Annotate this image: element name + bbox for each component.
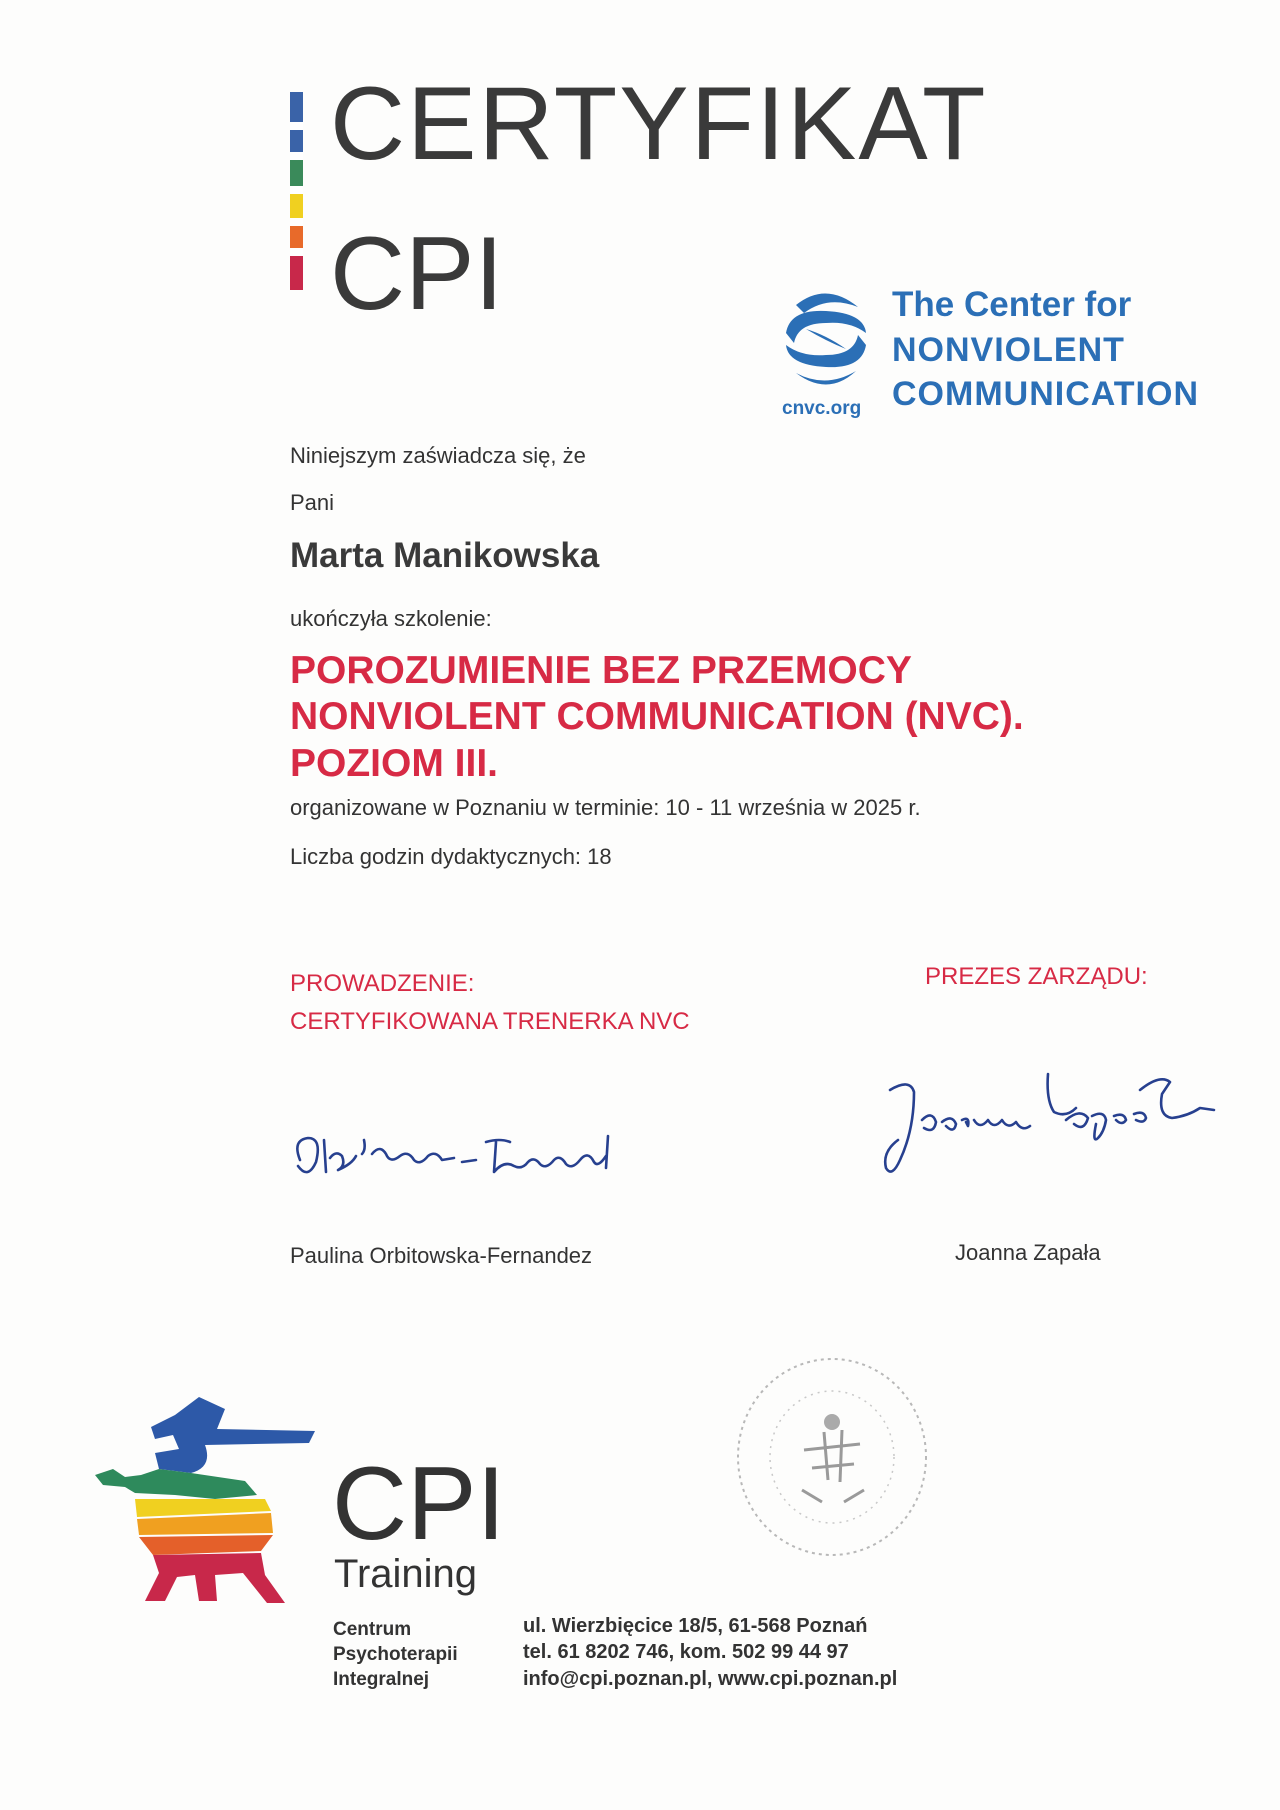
- cpi-logo-text: CPI: [332, 1446, 506, 1562]
- certificate-title: CERTYFIKAT: [330, 66, 988, 182]
- contact-info: [523, 1613, 897, 1692]
- center-line3: Integralnej: [333, 1669, 430, 1691]
- cpi-center-name: [333, 1617, 458, 1692]
- cnvc-line3: COMMUNICATION: [892, 374, 1199, 413]
- board-name: Joanna Zapała: [955, 1240, 1101, 1265]
- board-label: PREZES ZARZĄDU:: [925, 963, 1148, 990]
- board-signature: [870, 1060, 1240, 1190]
- phone: tel. 61 8202 746, kom. 502 99 44 97: [523, 1641, 849, 1664]
- cpi-figure-icon: [95, 1395, 325, 1610]
- course-title: [290, 648, 1024, 787]
- title-color-bar: [290, 92, 303, 290]
- hours-text: Liczba godzin dydaktycznych: 18: [290, 844, 612, 869]
- certificate-subtitle: CPI: [330, 216, 504, 332]
- cnvc-logo-text: [892, 282, 1199, 416]
- course-line1: POROZUMIENIE BEZ PRZEMOCY: [290, 649, 912, 692]
- completed-text: ukończyła szkolenie:: [290, 606, 492, 631]
- cnvc-line1: The Center for: [892, 285, 1132, 324]
- organized-text: organizowane w Poznaniu w terminie: 10 - 11 września w 2025 r.: [290, 795, 921, 820]
- center-line1: Centrum: [333, 1619, 412, 1640]
- cnvc-globe-icon: [780, 285, 872, 393]
- intro-text: Niniejszym zaświadcza się, że: [290, 443, 586, 468]
- lead-role: CERTYFIKOWANA TRENERKA NVC: [290, 1008, 690, 1035]
- course-line2: NONVIOLENT COMMUNICATION (NVC).: [290, 695, 1024, 739]
- cpi-training-text: Training: [334, 1552, 478, 1596]
- center-line2: Psychoterapii: [333, 1644, 458, 1666]
- lead-signature: [290, 1120, 630, 1190]
- cnvc-url: cnvc.org: [782, 398, 862, 419]
- course-line3: POZIOM III.: [290, 741, 499, 785]
- stamp-seal-icon: [732, 1352, 932, 1562]
- lead-label: PROWADZENIE:: [290, 970, 475, 997]
- cnvc-line2: NONVIOLENT: [892, 330, 1125, 369]
- recipient-name: Marta Manikowska: [290, 536, 600, 575]
- lead-name: Paulina Orbitowska-Fernandez: [290, 1243, 593, 1268]
- address: ul. Wierzbięcice 18/5, 61-568 Poznań: [523, 1615, 868, 1637]
- email-web: info@cpi.poznan.pl, www.cpi.poznan.pl: [523, 1667, 898, 1690]
- salutation: Pani: [290, 490, 335, 515]
